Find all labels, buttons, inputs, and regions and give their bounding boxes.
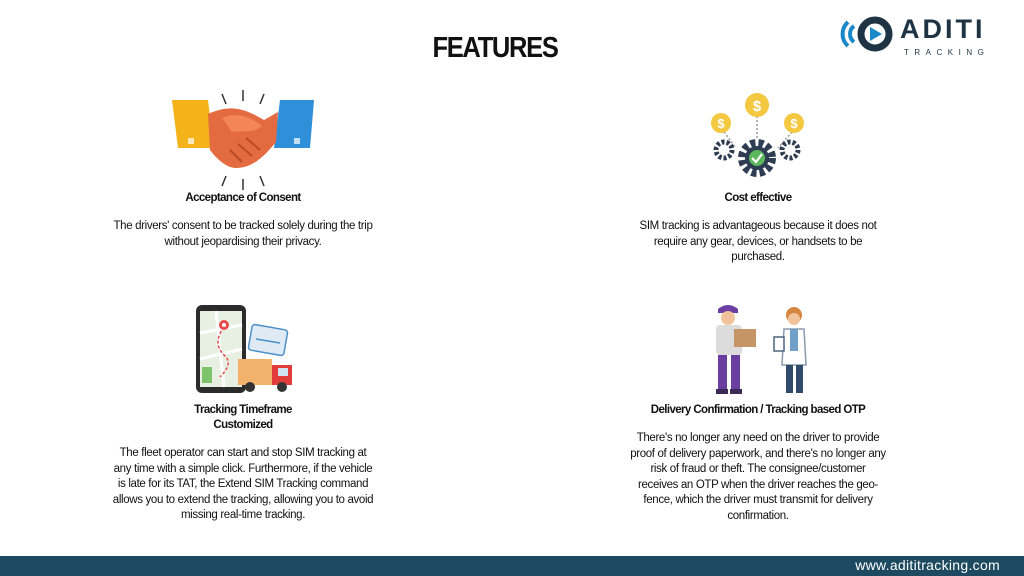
feature-cost-effective [628, 191, 888, 266]
feature-description: The fleet operator can start and stop SIM tracking at any time with a simple click. Furthermore, if the vehicle is late for its TAT, the Extend SIM Tracking command allows you to extend the tracking, allowing you to avoid missing real-time tracking. [112, 447, 374, 521]
phone-map-truck-icon [194, 303, 298, 400]
delivery-people-icon [710, 303, 814, 402]
feature-description: The drivers' consent to be tracked solely during the trip without jeopardising their privacy. [113, 220, 373, 248]
feature-description: There's no longer any need on the driver to provide proof of delivery paperwork, and there's no longer any risk of fraud or theft. The consignee/customer receives an OTP when the driver reaches the geo-fence, which the driver must transmit for delivery confirmation. [630, 432, 886, 522]
cost-gears-icon [706, 90, 806, 187]
page-title: FEATURES [432, 32, 558, 64]
footer-bar [0, 556, 1024, 576]
logo-wordmark: ADITI [900, 14, 986, 44]
website-link[interactable]: www.adititracking.com [855, 557, 1000, 573]
feature-tracking-timeframe [112, 403, 374, 524]
svg-text:$: $ [717, 116, 725, 131]
feature-title: Tracking Timeframe Customized [194, 404, 292, 431]
svg-text:$: $ [752, 98, 762, 115]
feature-delivery-confirmation [630, 403, 886, 524]
aditi-logo[interactable] [838, 10, 998, 62]
feature-acceptance-of-consent [110, 191, 376, 250]
logo-mark-icon [838, 10, 898, 58]
svg-text:$: $ [790, 116, 798, 131]
feature-title: Acceptance of Consent [185, 192, 301, 204]
feature-title: Delivery Confirmation / Tracking based OTP [650, 404, 866, 416]
handshake-icon [170, 90, 318, 195]
feature-title: Cost effective [724, 192, 792, 204]
feature-description: SIM tracking is advantageous because it does not require any gear, devices, or handsets to be purchased. [639, 220, 877, 263]
logo-tagline: TRACKING [904, 48, 990, 57]
